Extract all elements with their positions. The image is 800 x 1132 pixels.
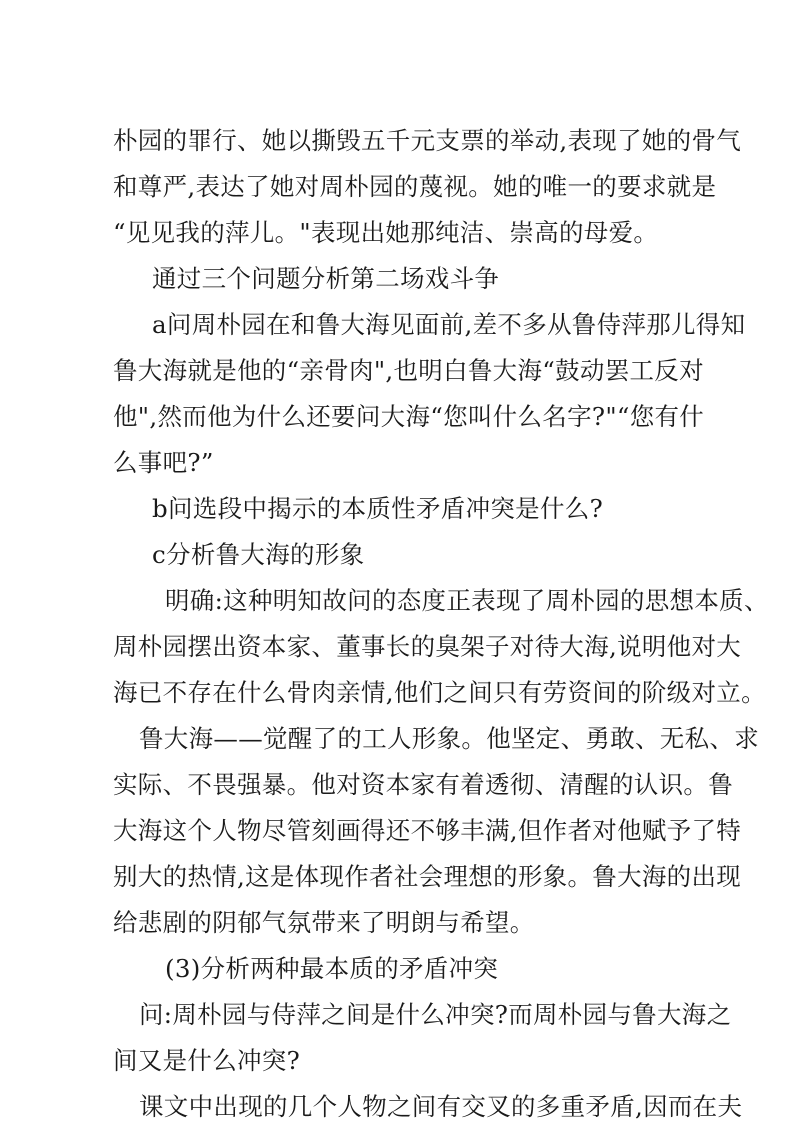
text-line: 和尊严,表达了她对周朴园的蔑视。她的唯一的要求就是 [113, 172, 717, 201]
section-heading-3: (3)分析两种最本质的矛盾冲突 [165, 954, 499, 983]
text-line: 间又是什么冲突? [113, 1046, 301, 1075]
answer-paragraph: 明确:这种明知故问的态度正表现了周朴园的思想本质、 [165, 586, 769, 615]
text-line: 他",然而他为什么还要问大海“您叫什么名字?"“您有什 [113, 402, 705, 431]
text-line: 课文中出现的几个人物之间有交叉的多重矛盾,因而在夫 [139, 1092, 743, 1121]
question-a: a问周朴园在和鲁大海见面前,差不多从鲁侍萍那儿得知 [152, 310, 746, 339]
text-line: 海已不存在什么骨肉亲情,他们之间只有劳资间的阶级对立。 [113, 678, 766, 707]
text-line: “见见我的萍儿。"表现出她那纯洁、崇高的母爱。 [113, 218, 659, 247]
text-line: 别大的热情,这是体现作者社会理想的形象。鲁大海的出现 [113, 862, 742, 891]
question-paragraph: 问:周朴园与侍萍之间是什么冲突?而周朴园与鲁大海之 [139, 1000, 732, 1029]
text-line: 实际、不畏强暴。他对资本家有着透彻、清醒的认识。鲁 [113, 770, 733, 799]
text-line: 鲁大海就是他的“亲骨肉",也明白鲁大海“鼓动罢工反对 [113, 356, 704, 385]
text-line: 周朴园摆出资本家、董事长的臭架子对待大海,说明他对大 [113, 632, 742, 661]
text-line: 么事吧?” [113, 448, 214, 477]
text-line: 大海这个人物尽管刻画得还不够丰满,但作者对他赋予了特 [113, 816, 742, 845]
text-line: 朴园的罪行、她以撕毁五千元支票的举动,表现了她的骨气 [113, 126, 742, 155]
question-b: b问选段中揭示的本质性矛盾冲突是什么? [152, 494, 604, 523]
question-c: c分析鲁大海的形象 [152, 540, 365, 569]
character-paragraph: 鲁大海——觉醒了的工人形象。他坚定、勇敢、无私、求 [139, 724, 759, 753]
section-heading: 通过三个问题分析第二场戏斗争 [152, 264, 500, 293]
text-line: 给悲剧的阴郁气氛带来了明朗与希望。 [113, 908, 535, 937]
